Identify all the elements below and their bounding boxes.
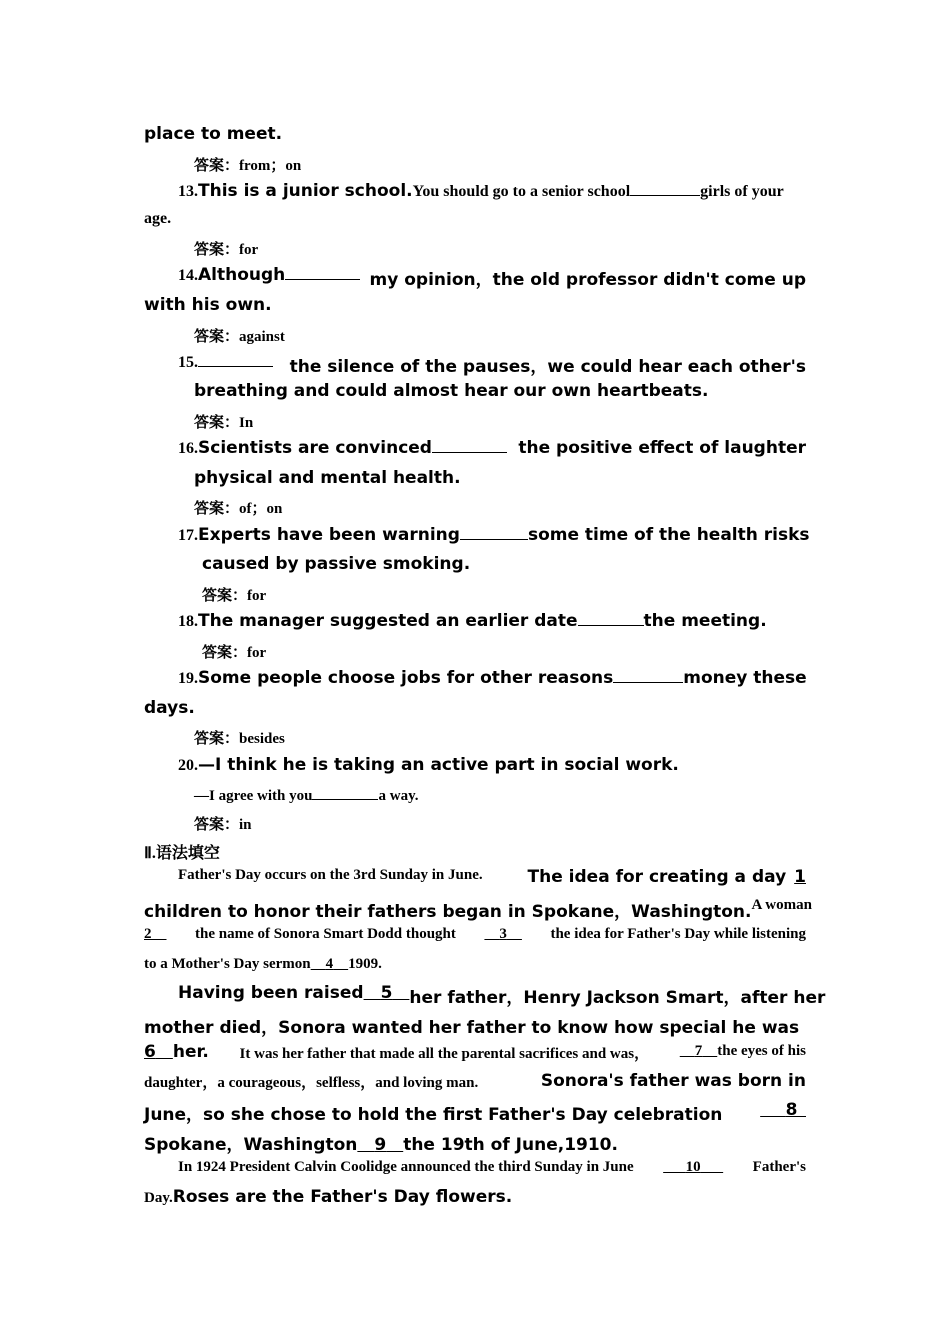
passage-p2-line6 [144,1130,618,1155]
passage-p2-line5 [144,1100,806,1125]
q13-line2: age. [144,210,172,227]
p3-text: Father's [752,1159,806,1175]
q16-part-b: the positive effect of laughter [518,438,806,458]
q15-part-a: the silence of the pauses，we could hear each other's [289,357,806,377]
q20-answer: 答案：in [194,817,252,833]
q18-answer: 答案：for [202,645,267,661]
question-number: 14. [178,267,198,284]
passage-p1-line3 [144,926,806,943]
q17-line2: caused by passive smoking. [202,554,471,574]
q20-part-a: —I think he is taking an active part in social work. [198,755,679,775]
blank-number-5: 5 [380,983,393,1003]
p1-text: 1909. [348,956,382,972]
answer-blank [432,438,507,453]
question-number: 15. [178,354,198,371]
q19-line1 [178,668,806,688]
p2-text: It was her father that made all the parental sacrifices and was， [239,1046,650,1062]
passage-p1-line4 [144,955,382,973]
q15-answer: 答案：In [194,415,254,431]
answer-blank [312,785,378,800]
q17-line1 [178,525,810,545]
q13-part-a: This is a junior school. [198,181,413,201]
q20-part-b: —I agree with you [194,788,313,804]
answer-blank [285,265,360,280]
answer-blank [460,525,528,540]
q13-part-b: You should go to a senior school [412,183,631,200]
q16-answer: 答案：of；on [194,501,283,517]
question-number: 16. [178,440,198,457]
question-number: 18. [178,613,198,630]
q19-part-a: Some people choose jobs for other reasons [198,668,614,688]
q17-answer: 答案：for [202,588,267,604]
q18-line1 [178,611,767,631]
blank-number-4: 4 [325,956,334,972]
p2-text: daughter，a courageous，selfless，and loving man. [144,1075,479,1091]
question-number: 20. [178,757,198,774]
question-number: 19. [178,670,198,687]
p2-text: Sonora's father was born in [540,1071,806,1091]
p1-text: to a Mother's Day sermon [144,956,311,972]
q16-line1 [178,438,806,458]
p3-text: Day. [144,1190,173,1206]
section-heading: Ⅱ.语法填空 [144,845,220,862]
q14-line2: with his own. [144,295,272,315]
blank-number-7: 7 [694,1043,703,1059]
q14-line1 [178,265,806,290]
p2-text: Spokane，Washington [144,1135,358,1155]
p2-text: Having been raised [178,983,364,1003]
answer-blank [198,352,273,367]
q15-line2: breathing and could almost hear our own heartbeats. [194,381,709,401]
q12-answer: 答案：from；on [194,158,302,174]
passage-p2-line1 [178,983,826,1008]
q14-part-b: my opinion，the old professor didn't come up [369,270,806,290]
answer-blank [613,668,683,683]
passage-p3-line1 [178,1159,806,1176]
q17-part-b: some time of the health risks [527,525,810,545]
passage-p1-line2 [144,897,812,922]
question-number: 13. [178,183,198,200]
q20-line2 [194,785,419,805]
blank-number-3: 3 [499,926,507,942]
q19-part-b: money these [683,668,807,688]
passage-p2-line3 [144,1042,806,1063]
blank-number-2: 2 [144,926,152,942]
p1-text: Father's Day occurs on the 3rd Sunday in June. [178,867,483,883]
p2-text: June，so she chose to hold the first Father's Day celebration [144,1105,723,1125]
p1-text: A woman [751,897,812,913]
q19-line2: days. [144,698,195,718]
blank-number-1: 1 [794,867,806,887]
passage-p2-line4 [144,1071,806,1092]
q19-answer: 答案：besides [194,731,285,747]
p2-text: the 19th of June,1910. [403,1135,618,1155]
q18-part-b: the meeting. [643,611,767,631]
passage-p1-line1 [178,867,806,887]
p1-text: the idea for Father's Day while listening [550,926,806,942]
p3-text: In 1924 President Calvin Coolidge announced the third Sunday in June [178,1159,634,1175]
q13-line1 [178,181,806,201]
p1-text: children to honor their fathers began in Spokane，Washington. [144,902,752,922]
question-number: 17. [178,527,198,544]
blank-number-8: 8 [785,1100,798,1120]
answer-blank [578,611,644,626]
p1-text: The idea for creating a day [527,867,787,887]
q18-part-a: The manager suggested an earlier date [198,611,578,631]
blank-number-9: 9 [374,1135,387,1155]
answer-blank [630,181,700,196]
p2-text: the eyes of his [717,1043,806,1059]
p2-text: her father，Henry Jackson Smart，after her [409,988,826,1008]
q16-line2: physical and mental health. [194,468,461,488]
q20-line1 [178,755,679,775]
q17-part-a: Experts have been warning [198,525,460,545]
q14-part-a: Although [198,265,286,285]
passage-p2-line2 [144,1013,806,1038]
q14-answer: 答案：against [194,329,285,345]
q16-part-a: Scientists are convinced [198,438,432,458]
p2-text: mother died，Sonora wanted her father to know how special he was [144,1018,800,1038]
q15-line1 [178,352,806,377]
p3-text: Roses are the Father's Day flowers. [172,1187,513,1207]
p2-text: her. [172,1042,209,1062]
blank-number-10: 10 [685,1159,701,1175]
q12-text: place to meet. [144,124,283,144]
q20-part-c: a way. [378,788,419,804]
blank-number-6: 6 [144,1042,156,1062]
passage-p3-line2 [144,1187,512,1207]
q13-part-c: girls of your [700,183,784,200]
p1-text: the name of Sonora Smart Dodd thought [195,926,456,942]
q13-answer: 答案：for [194,242,259,258]
